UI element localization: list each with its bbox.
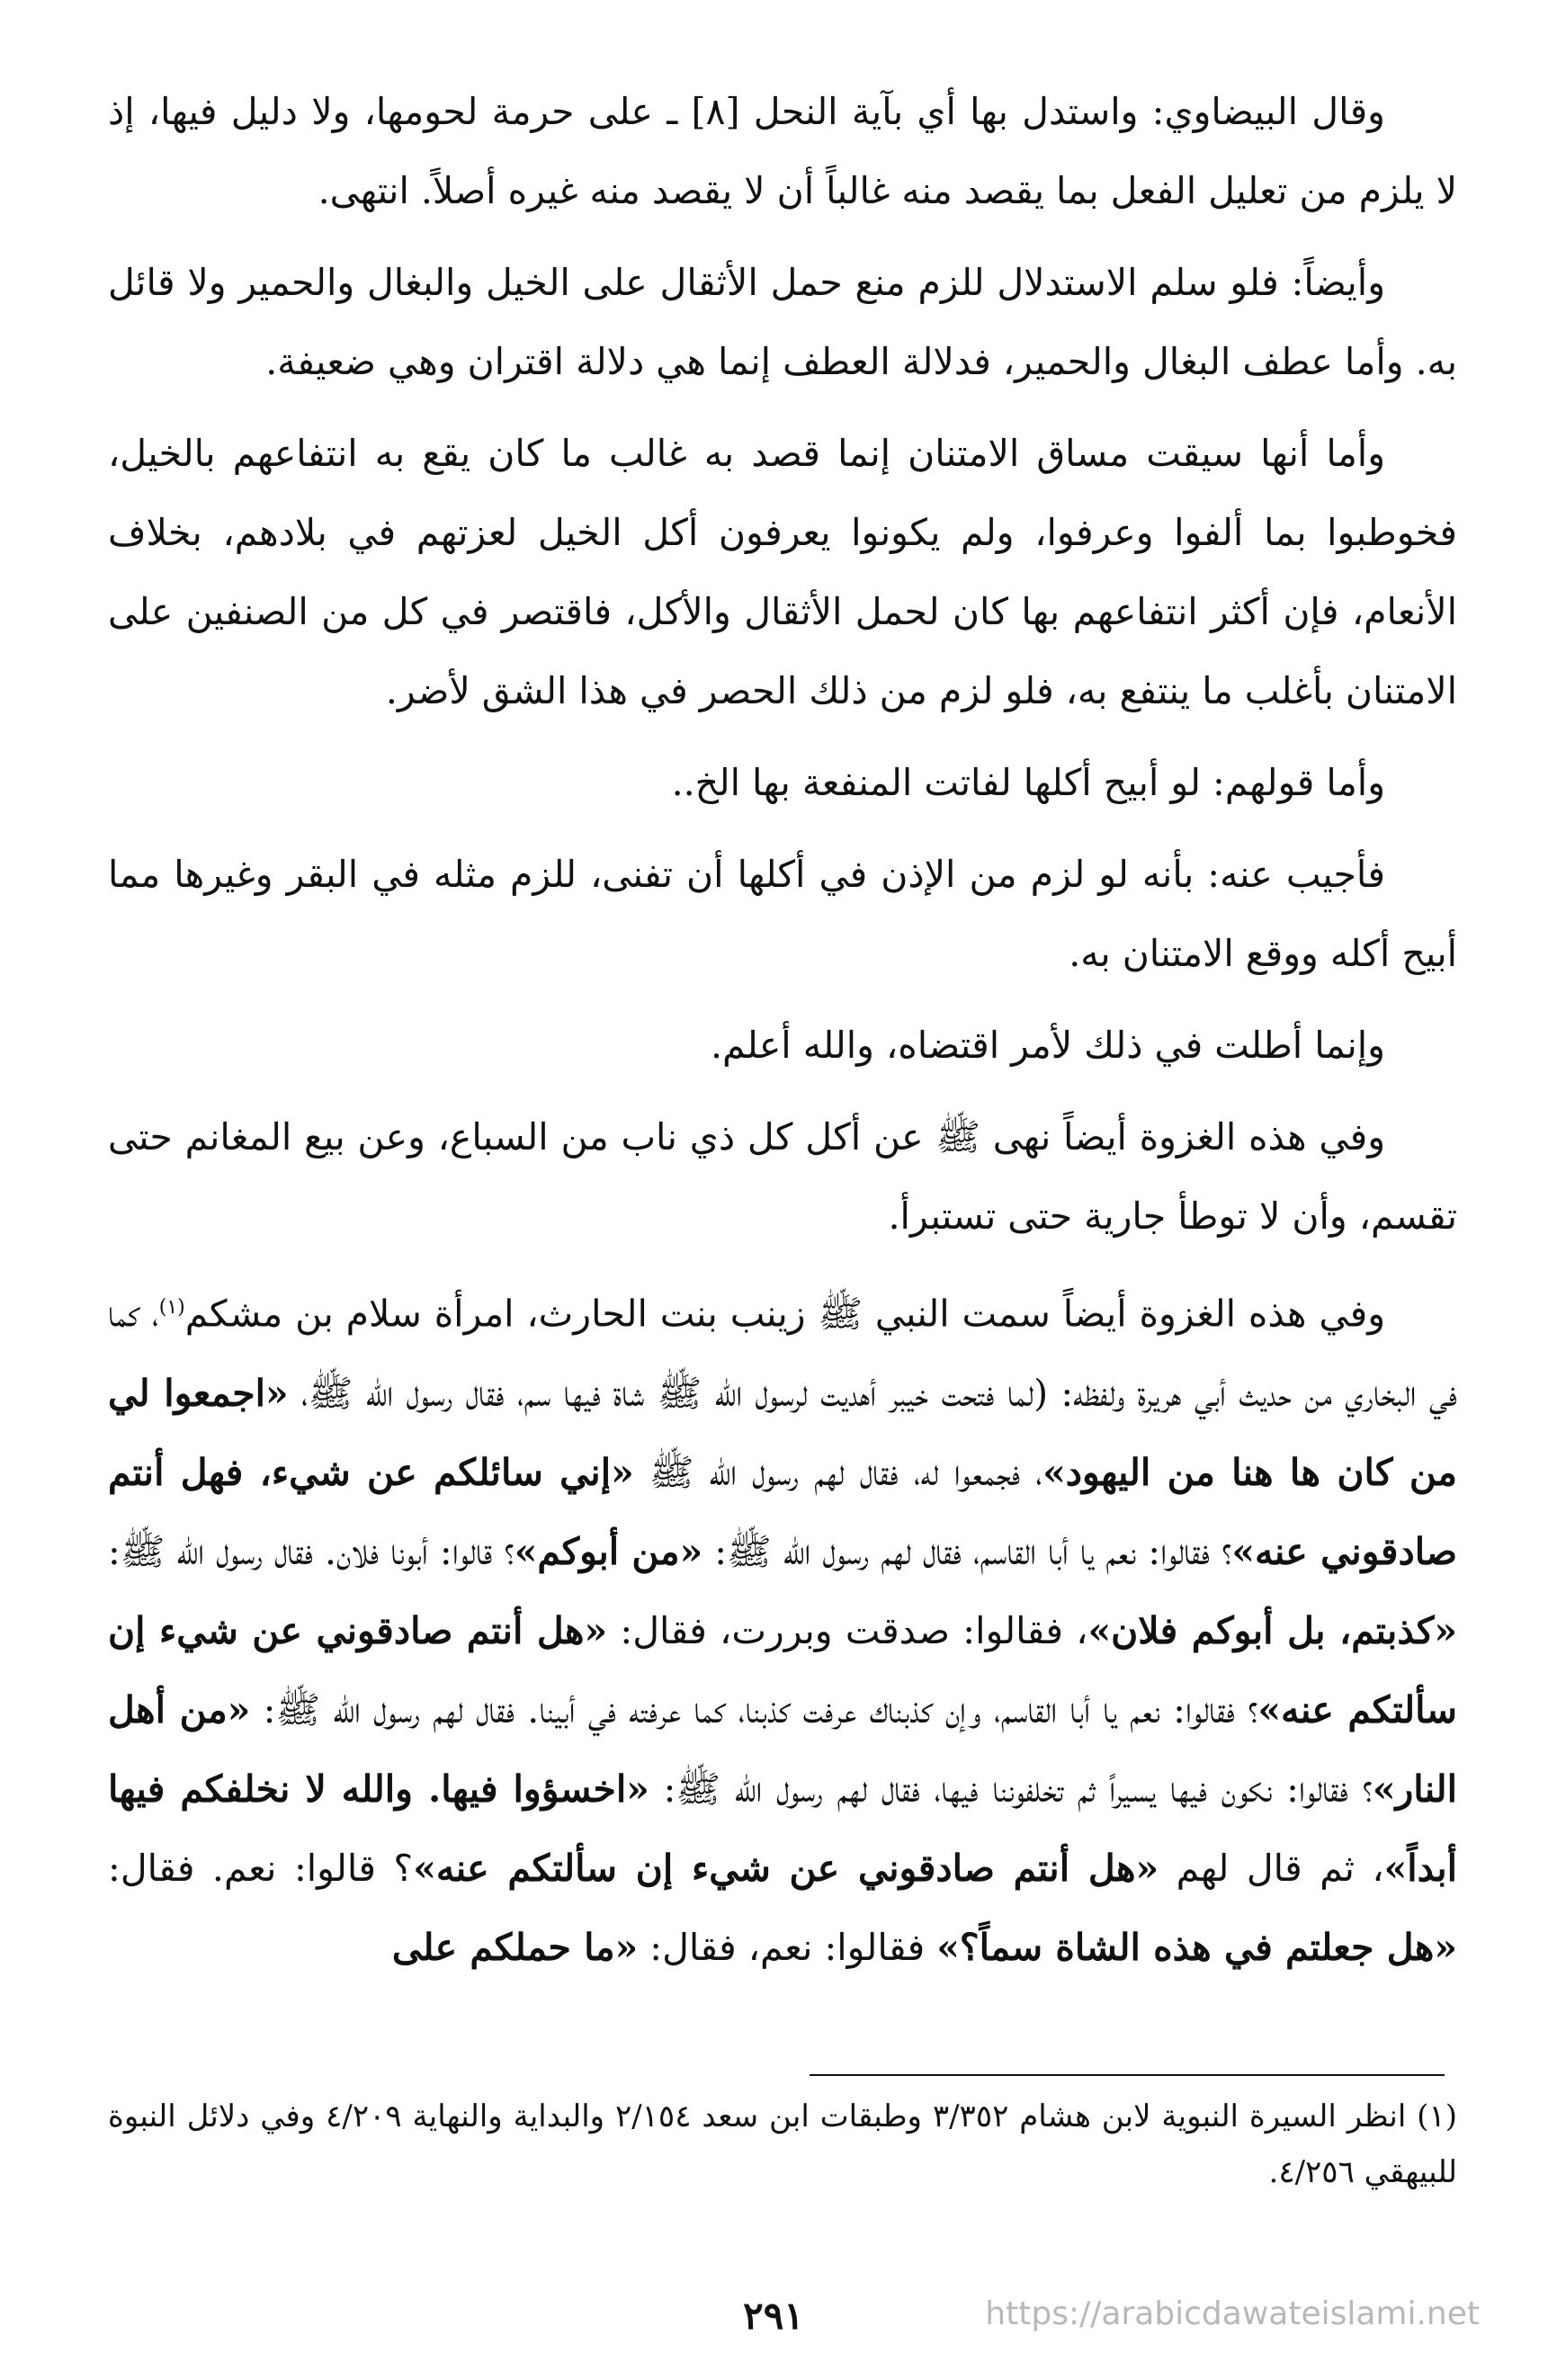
hadith-quote: «اخسؤوا فيها. والله لا نخلفكم فيها أبداً» — [108, 1767, 1457, 1890]
paragraph-ghazwa-nahy: وفي هذه الغزوة أيضاً نهى ﷺ عن أكل كل ذي ناب من السباع، وعن بيع المغانم حتى تقسم، وأن لا توطأ جارية حتى تستبرأ. — [108, 1115, 1457, 1238]
watermark-url: https://arabicdawateislami.net — [985, 2295, 1480, 2332]
paragraph-ghazwa-samm — [108, 1268, 1457, 1987]
text-segment: ، فقالوا: صدقت وبررت، فقال: — [607, 1608, 1088, 1652]
footnote: (١) انظر السيرة النبوية لابن هشام ٣/٣٥٢ وطبقات ابن سعد ٢/١٥٤ والبداية والنهاية ٤/٢٠٩ وفي دلائل النبوة للبيهقي ٤/٢٥٦. — [108, 2098, 1457, 2190]
text-segment: ؟ فقالوا: نعم يا أبا القاسم، وإن كذبناك عرفت كذبنا، كما عرفته في أبينا. فقال لهم رسول الله ﷺ: — [250, 1687, 1258, 1731]
hadith-quote: «هل أنتم صادقوني عن شيء إن سألتكم عنه» — [108, 1608, 1457, 1731]
paragraph-ujiba: فأجيب عنه: بأنه لو لزم من الإذن في أكلها أن تفنى، للزم مثله في البقر وغيرها مما أبيح أكله ووقع الامتنان به. — [108, 853, 1457, 975]
footnote-reference: (١) — [158, 1296, 185, 1319]
text-segment: ، فجمعوا له، فقال لهم رسول الله ﷺ — [633, 1450, 1043, 1494]
text-segment: وفي هذه الغزوة أيضاً سمت النبي ﷺ زينب بنت الحارث، امرأة سلام بن مشكم — [184, 1292, 1385, 1336]
text-segment: فقالوا: نعم، فقال: — [638, 1925, 937, 1969]
page-body — [108, 72, 1457, 2000]
hadith-quote: «ما حملكم على — [391, 1925, 639, 1969]
text-segment: ؟ قالوا: أبونا فلان. فقال رسول الله ﷺ: — [108, 1529, 515, 1573]
hadith-quote: «من أهل النار» — [108, 1687, 1457, 1811]
footnote-separator — [810, 2074, 1445, 2076]
text-segment: ، كما في البخاري من حديث أبي هريرة ولفظه: (لما فتحت خيبر أهديت لرسول الله ﷺ شاة فيها سم، فقال رسول الله ﷺ، — [108, 1292, 1458, 1415]
hadith-quote: «هل جعلتم في هذه الشاة سماً؟» — [936, 1925, 1457, 1969]
hadith-quote: «اجمعوا لي من كان ها هنا من اليهود» — [108, 1371, 1457, 1494]
hadith-quote: «من أبوكم» — [514, 1529, 703, 1573]
hadith-quote: «كذبتم، بل أبوكم فلان» — [1087, 1608, 1457, 1652]
hadith-quote: «هل أنتم صادقوني عن شيء إن سألتكم عنه» — [413, 1846, 1159, 1890]
hadith-quote: «إني سائلكم عن شيء، فهل أنتم صادقوني عنه» — [108, 1450, 1458, 1573]
paragraph-also: وأيضاً: فلو سلم الاستدلال للزم منع حمل الأثقال على الخيل والبغال والحمير ولا قائل به. وأما عطف البغال والحمير، فدلالة العطف إنما هي دلالة اقتران وهي ضعيفة. — [108, 261, 1457, 383]
text-segment: ، ثم قال لهم — [1159, 1846, 1384, 1890]
page-number: ٢٩١ — [743, 2294, 804, 2338]
text-segment: ؟ قالوا: نعم. فقال: — [108, 1846, 414, 1890]
paragraph-qawluhum: وأما قولهم: لو أبيح أكلها لفاتت المنفعة بها الخ.. — [671, 761, 1385, 804]
text-segment: ؟ فقالوا: نكون فيها يسيراً ثم تخلفوننا فيها، فقال لهم رسول الله ﷺ: — [649, 1767, 1373, 1811]
paragraph-baydawi: وقال البيضاوي: واستدل بها أي بآية النحل [٨] ـ على حرمة لحومها، ولا دليل فيها، إذ لا يلزم من تعليل الفعل بما يقصد منه غالباً أن لا يقصد منه غيره أصلاً. انتهى. — [108, 90, 1457, 212]
paragraph-atalt: وإنما أطلت في ذلك لأمر اقتضاه، والله أعلم. — [710, 1024, 1385, 1067]
paragraph-imtinan: وأما أنها سيقت مساق الامتنان إنما قصد به غالب ما كان يقع به انتفاعهم بالخيل، فخوطبوا بما ألفوا وعرفوا، ولم يكونوا يعرفون أكل الخيل لعزتهم في بلادهم، بخلاف الأنعام، فإن أكثر انتفاعهم بها كان لحمل الأثقال والأكل، فاقتصر في كل من الصنفين على الامتنان بأغلب ما ينتفع به، فلو لزم من ذلك الحصر في هذا الشق لأضر. — [108, 432, 1457, 712]
text-segment: ؟ فقالوا: نعم يا أبا القاسم، فقال لهم رسول الله ﷺ: — [702, 1529, 1232, 1573]
